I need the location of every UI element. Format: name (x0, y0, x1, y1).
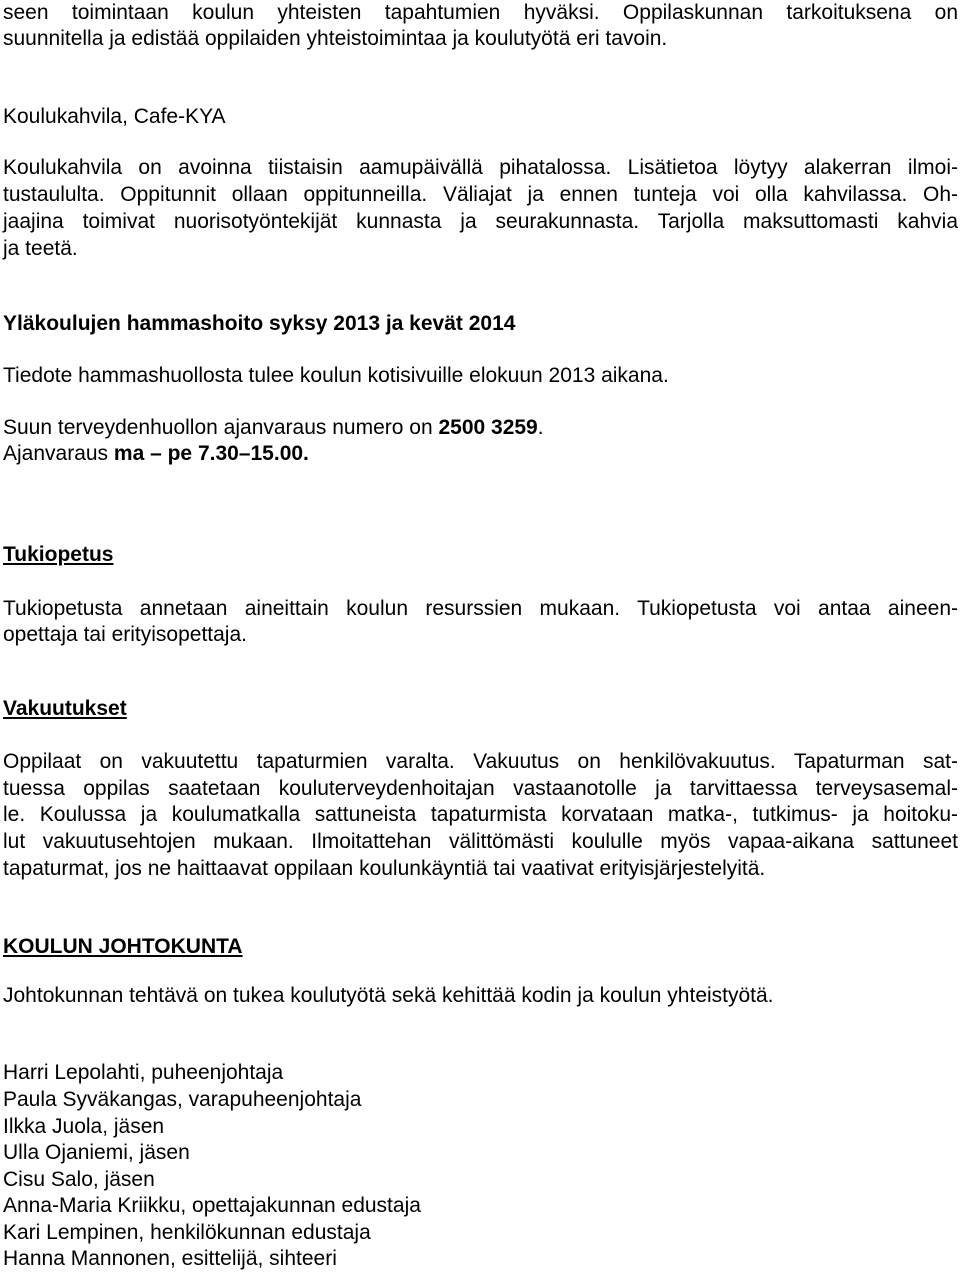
dental-heading: Yläkoulujen hammashoito syksy 2013 ja kevät 2014 (3, 312, 516, 335)
dental-booking-hours: ma – pe 7.30–15.00. (113, 442, 309, 465)
dental-booking-line (3, 441, 309, 467)
tutoring-paragraph-line: Tukiopetusta annetaan aineittain koulun resurssien mukaan. Tukiopetusta voi antaa aineen- (3, 597, 958, 620)
dental-phone-suffix: . (537, 416, 544, 439)
insurance-paragraph-line: tapaturmat, jos ne haittaavat oppilaan koulunkäyntiä tai vaativat erityisjärjestelyitä. (3, 857, 766, 880)
insurance-heading: Vakuutukset (3, 697, 127, 720)
insurance-paragraph-line: Oppilaat on vakuutettu tapaturmien varalta. Vakuutus on henkilövakuutus. Tapaturman sat- (3, 750, 958, 773)
dental-booking-prefix: Ajanvaraus (3, 442, 114, 465)
board-member: Ilkka Juola, jäsen (3, 1115, 165, 1138)
dental-phone-line (3, 415, 544, 441)
cafe-paragraph-line: ja teetä. (3, 237, 78, 260)
dental-phone-prefix: Suun terveydenhuollon ajanvaraus numero on (3, 416, 439, 439)
cafe-paragraph-line: jaajina toimivat nuorisotyöntekijät kunnasta ja seurakunnasta. Tarjolla maksuttomasti kahvia (3, 210, 958, 233)
board-member: Harri Lepolahti, puheenjohtaja (3, 1061, 284, 1084)
cafe-paragraph-line: tustaululta. Oppitunnit ollaan oppitunneilla. Väliajat ja ennen tunteja voi olla kahvilassa. Oh- (3, 183, 958, 206)
board-member: Kari Lempinen, henkilökunnan edustaja (3, 1221, 371, 1244)
tutoring-paragraph-line: opettaja tai erityisopettaja. (3, 623, 247, 646)
tutoring-heading: Tukiopetus (3, 543, 114, 566)
dental-notice: Tiedote hammashuollosta tulee koulun kotisivuille elokuun 2013 aikana. (3, 364, 669, 387)
intro-line: suunnitella ja edistää oppilaiden yhteistoimintaa ja koulutyötä eri tavoin. (3, 27, 668, 50)
board-member: Anna-Maria Kriikku, opettajakunnan edustaja (3, 1194, 421, 1217)
board-member: Paula Syväkangas, varapuheenjohtaja (3, 1088, 362, 1111)
board-member: Hanna Mannonen, esittelijä, sihteeri (3, 1247, 337, 1270)
board-member: Ulla Ojaniemi, jäsen (3, 1141, 190, 1164)
board-member: Cisu Salo, jäsen (3, 1168, 155, 1191)
cafe-heading: Koulukahvila, Cafe-KYA (3, 105, 226, 128)
insurance-paragraph-line: lut vakuutusehtojen mukaan. Ilmoitattehan välittömästi koululle myös vapaa-aikana sattuneet (3, 830, 958, 853)
board-heading: KOULUN JOHTOKUNTA (3, 935, 243, 958)
cafe-paragraph-line: Koulukahvila on avoinna tiistaisin aamupäivällä pihatalossa. Lisätietoa löytyy alakerran ilmoi- (3, 156, 958, 179)
insurance-paragraph-line: tuessa oppilas saatetaan kouluterveydenhoitajan vastaanotolle ja tarvittaessa terveysasemal- (3, 777, 958, 800)
dental-phone-number: 2500 3259 (438, 416, 538, 439)
insurance-paragraph-line: le. Koulussa ja koulumatkalla sattuneista tapaturmista korvataan matka-, tutkimus- ja hoitoku- (3, 803, 958, 826)
board-description: Johtokunnan tehtävä on tukea koulutyötä sekä kehittää kodin ja koulun yhteistyötä. (3, 984, 774, 1007)
intro-line: seen toimintaan koulun yhteisten tapahtumien hyväksi. Oppilaskunnan tarkoituksena on (3, 1, 958, 24)
